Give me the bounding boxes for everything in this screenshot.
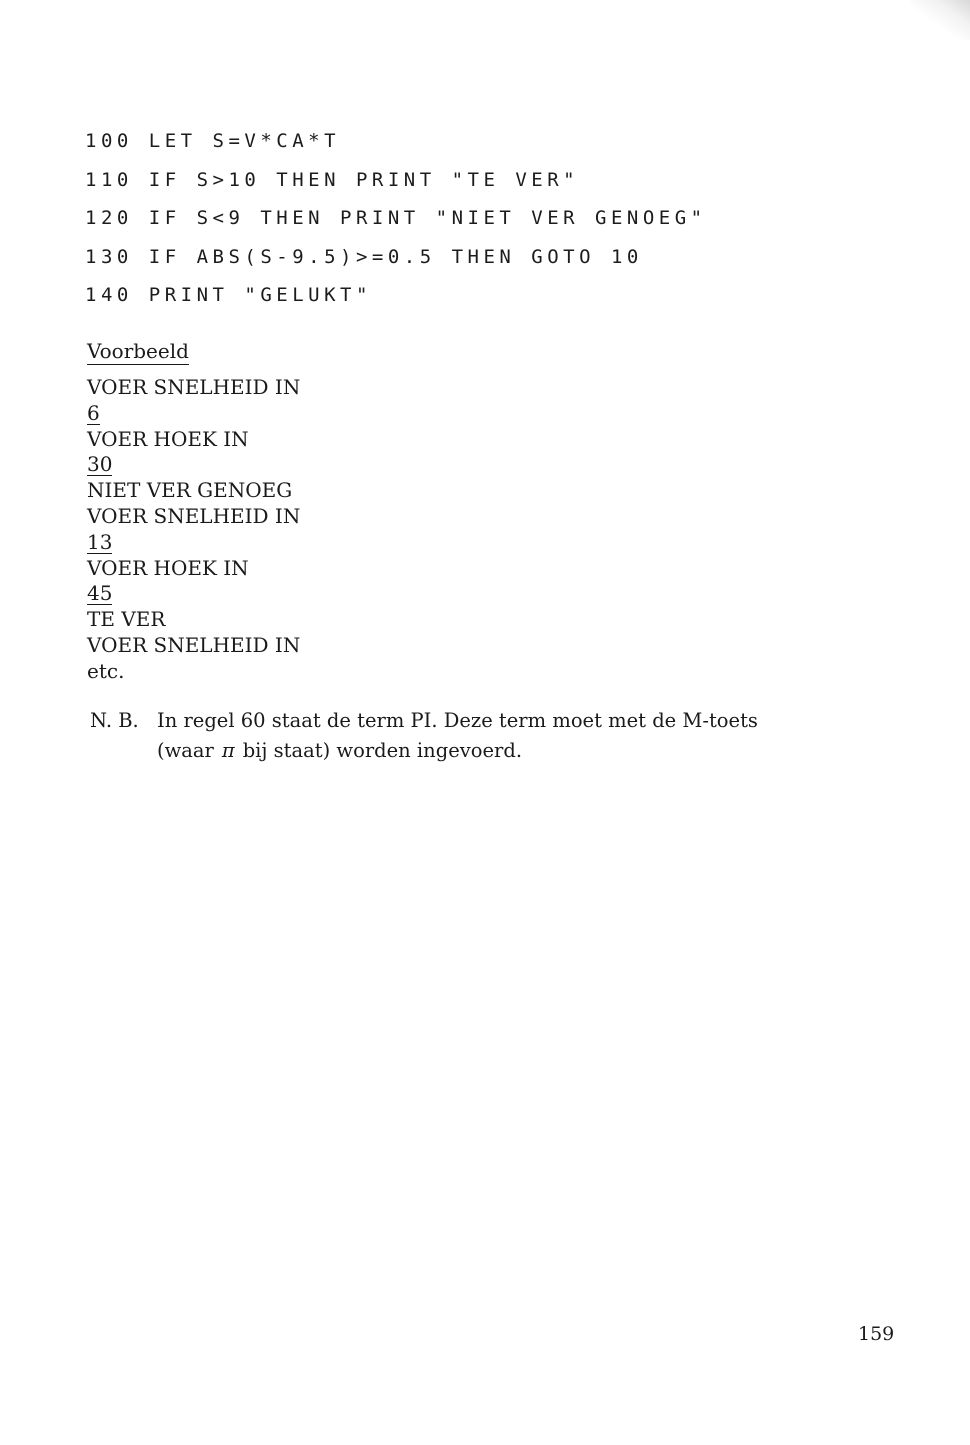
example-input-value: 45 <box>87 581 113 606</box>
example-output-line: VOER SNELHEID IN <box>87 632 301 657</box>
example-output-line: VOER SNELHEID IN <box>87 503 301 528</box>
example-output-line: etc. <box>87 658 125 683</box>
code-line: 110 IF S>10 THEN PRINT "TE VER" <box>85 168 580 191</box>
basic-code-listing <box>85 122 707 315</box>
example-output-line: VOER HOEK IN <box>87 555 249 580</box>
example-output-line: VOER HOEK IN <box>87 426 249 451</box>
page-corner-shadow <box>910 0 970 40</box>
example-input-line <box>87 452 300 478</box>
example-output-line: TE VER <box>87 607 166 632</box>
example-output-line: VOER SNELHEID IN <box>87 375 301 399</box>
example-input-line <box>87 581 300 607</box>
example-input-line <box>87 530 300 556</box>
note-line-2-start: (waar <box>157 739 214 762</box>
note-line-1: In regel 60 staat de term PI. Deze term moet met de M-toets <box>157 709 758 732</box>
pi-symbol: π <box>221 739 235 762</box>
page-number: 159 <box>858 1323 895 1345</box>
code-line: 130 IF ABS(S-9.5)>=0.5 THEN GOTO 10 <box>85 245 643 268</box>
example-input-line <box>87 401 300 427</box>
code-line: 100 LET S=V*CA*T <box>85 130 341 152</box>
example-section <box>87 338 300 685</box>
note-line-2 <box>157 736 890 766</box>
code-line: 140 PRINT "GELUKT" <box>85 284 372 306</box>
note-line-2-end: bij staat) worden ingevoerd. <box>242 739 523 762</box>
example-input-value: 30 <box>87 452 113 477</box>
example-input-value: 6 <box>87 400 100 425</box>
example-output-line: NIET VER GENOEG <box>87 478 293 503</box>
footnote <box>90 706 890 766</box>
example-input-value: 13 <box>87 529 113 554</box>
example-heading: Voorbeeld <box>87 339 189 363</box>
note-label: N. B. <box>90 709 139 732</box>
code-line: 120 IF S<9 THEN PRINT "NIET VER GENOEG" <box>85 207 707 229</box>
